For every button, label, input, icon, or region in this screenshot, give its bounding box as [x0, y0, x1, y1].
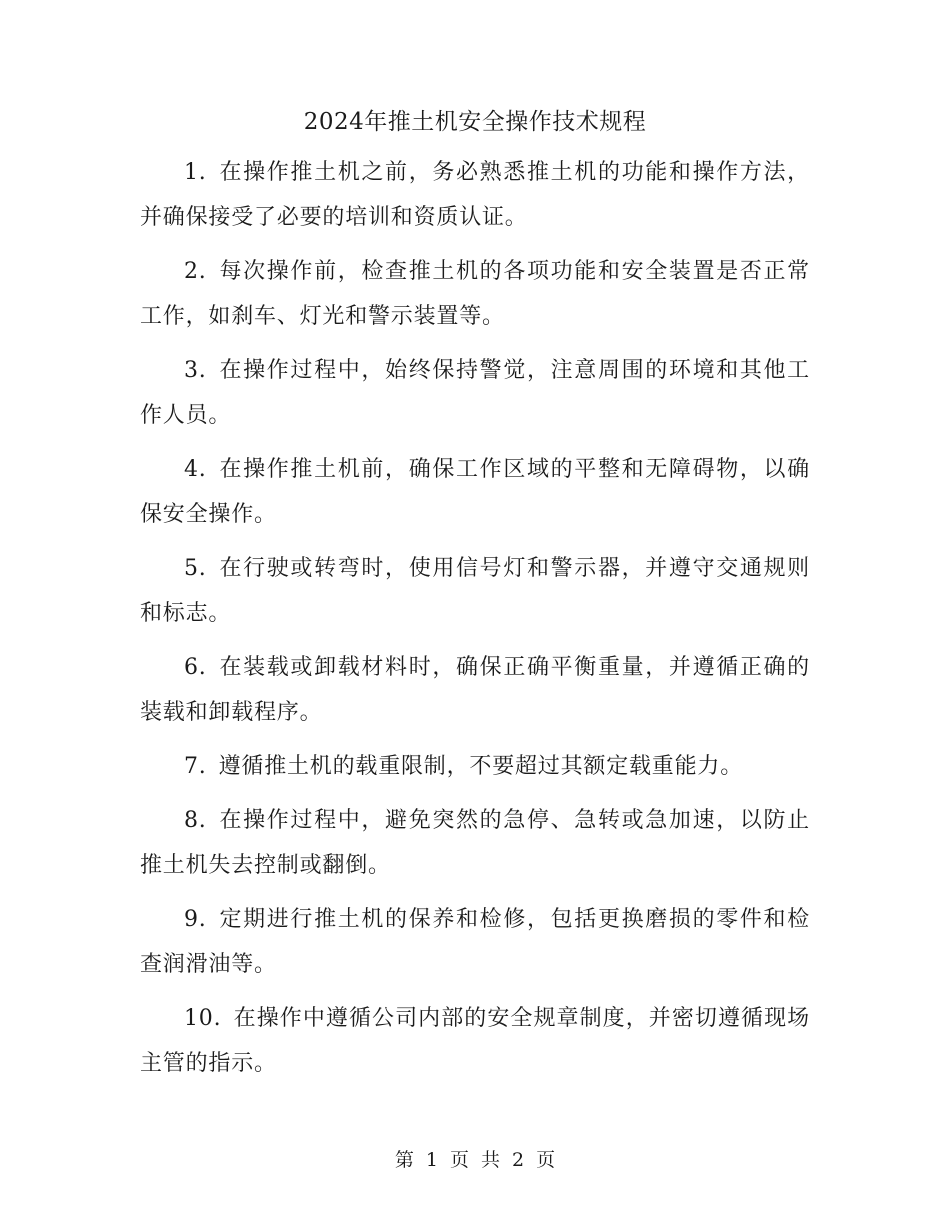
item-number: 3. [184, 358, 207, 383]
list-item [140, 897, 810, 987]
list-item [140, 546, 810, 636]
item-text: 在操作过程中，避免突然的急停、急转或急加速，以防止推土机失去控制或翻倒。 [140, 808, 810, 878]
item-text: 在操作推土机之前，务必熟悉推土机的功能和操作方法，并确保接受了必要的培训和资质认证。 [140, 160, 810, 230]
item-text: 在装载或卸载材料时，确保正确平衡重量，并遵循正确的装载和卸载程序。 [140, 655, 810, 725]
item-text: 遵循推土机的载重限制，不要超过其额定载重能力。 [218, 754, 743, 779]
item-number: 4. [184, 457, 207, 482]
list-item [140, 150, 810, 240]
page-footer: 第 1 页 共 2 页 [394, 1149, 556, 1171]
item-number: 8. [184, 808, 207, 833]
item-number: 10. [184, 1006, 222, 1031]
item-text: 在操作过程中，始终保持警觉，注意周围的环境和其他工作人员。 [140, 358, 810, 428]
list-item [140, 744, 810, 789]
item-number: 2. [184, 259, 207, 284]
list-item [140, 447, 810, 537]
item-text: 在操作中遵循公司内部的安全规章制度，并密切遵循现场主管的指示。 [140, 1006, 810, 1076]
document-body [140, 150, 810, 1095]
list-item [140, 348, 810, 438]
list-item [140, 249, 810, 339]
item-text: 定期进行推土机的保养和检修，包括更换磨损的零件和检查润滑油等。 [140, 907, 810, 977]
item-number: 7. [184, 754, 207, 779]
item-text: 在操作推土机前，确保工作区域的平整和无障碍物，以确保安全操作。 [140, 457, 810, 527]
list-item [140, 645, 810, 735]
item-number: 5. [184, 556, 207, 581]
item-number: 6. [184, 655, 207, 680]
item-number: 9. [184, 907, 207, 932]
item-text: 在行驶或转弯时，使用信号灯和警示器，并遵守交通规则和标志。 [140, 556, 810, 626]
item-number: 1. [184, 160, 207, 185]
item-text: 每次操作前，检查推土机的各项功能和安全装置是否正常工作，如刹车、灯光和警示装置等。 [140, 259, 810, 329]
list-item [140, 996, 810, 1086]
list-item [140, 798, 810, 888]
document-title: 2024年推土机安全操作技术规程 [303, 109, 647, 135]
